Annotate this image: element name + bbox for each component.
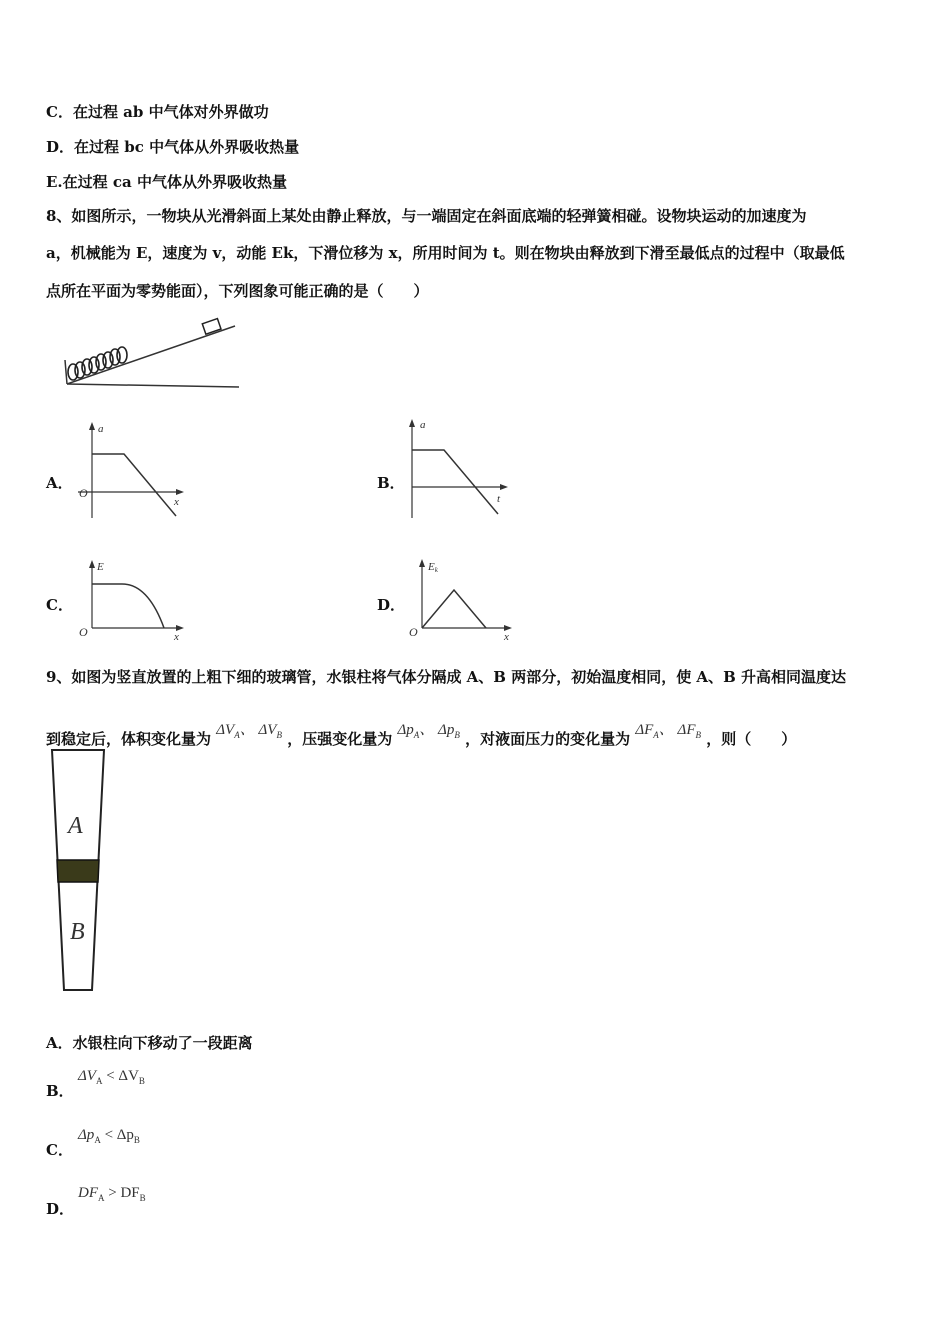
axis-label-x: x <box>174 496 179 508</box>
axis-label-ek: Ek <box>428 561 438 574</box>
gas-label-b: B <box>70 919 85 945</box>
q8-stem-line3: 点所在平面为零势能面），下列图象可能正确的是（ ） <box>46 282 429 300</box>
origin-label: O <box>79 486 88 500</box>
q8-option-a-label: A． <box>46 474 73 492</box>
q7-option-d: D．在过程 bc 中气体从外界吸收热量 <box>46 138 300 156</box>
q8-option-c-label: C． <box>46 596 73 614</box>
q9-option-d-math: $DF_A > DF_B$ <box>78 1185 146 1203</box>
q9-option-c-math: $\Delta p_A < \Delta p_B$ <box>78 1127 140 1145</box>
q9-stem-line1: 9、如图为竖直放置的上粗下细的玻璃管，水银柱将气体分隔成 A、B 两部分，初始温度相同，使 A、B 升高相同温度达 <box>46 668 846 686</box>
q8-option-d-label: D． <box>377 596 406 614</box>
axis-label-e: E <box>97 561 104 573</box>
axis-label-x: x <box>504 631 509 643</box>
q8-graph-c <box>72 556 192 644</box>
q8-stem-line2: a，机械能为 E，速度为 v，动能 Ek，下滑位移为 x，所用时间为 t。则在物块由释放到下滑至最低点的过程中（取最低 <box>46 244 845 262</box>
axis-label-a: a <box>98 423 104 435</box>
q9-option-b-math: $\Delta V_A < \Delta V_B$ <box>78 1068 145 1086</box>
spring-icon <box>68 347 127 380</box>
axis-label-a: a <box>420 419 426 431</box>
q8-stem-line1: 8、如图所示，一物块从光滑斜面上某处由静止释放，与一端固定在斜面底端的轻弹簧相碰。设物块运动的加速度为 <box>46 207 807 225</box>
incline-spring-figure <box>55 312 245 394</box>
q9-option-d-label: D． <box>46 1200 75 1218</box>
q7-option-e: E.在过程 ca 中气体从外界吸收热量 <box>46 173 287 191</box>
q9-option-c-label: C． <box>46 1141 73 1159</box>
q7-option-c: C．在过程 ab 中气体对外界做功 <box>46 103 269 121</box>
origin-label: O <box>79 625 88 639</box>
axis-label-x: x <box>174 631 179 643</box>
q8-graph-a <box>72 418 192 520</box>
axis-label-t: t <box>497 493 501 505</box>
gas-label-a: A <box>68 813 83 839</box>
q8-graph-b <box>400 414 520 520</box>
q9-option-b-label: B． <box>46 1082 74 1100</box>
q9-option-a: A．水银柱向下移动了一段距离 <box>46 1034 253 1052</box>
mercury-column <box>57 860 99 882</box>
q9-stem-line2: 到稳定后，体积变化量为 $\Delta V_A$、 $\Delta V_B$ ，压强变化量为 $\Delta p_A$、 $\Delta p_B$ ，对液面压力的变化量为 $\Delta F_A$、 $\Delta F_B$ ，则（ ） <box>46 722 797 748</box>
q8-graph-d <box>400 554 520 644</box>
q8-option-b-label: B． <box>377 474 405 492</box>
glass-tube-figure <box>48 748 112 996</box>
origin-label: O <box>409 625 418 639</box>
